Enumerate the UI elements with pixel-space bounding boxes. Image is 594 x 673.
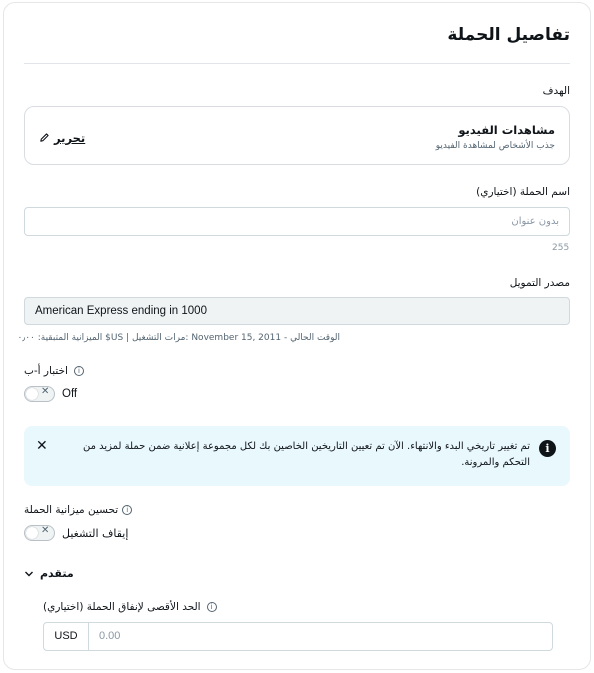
toggle-knob [26, 527, 38, 539]
info-icon[interactable]: i [122, 505, 132, 515]
edit-objective-button[interactable] [39, 128, 85, 147]
spend-cap-input[interactable] [43, 622, 553, 651]
ab-test-toggle-row [24, 386, 77, 402]
ab-test-toggle[interactable] [24, 386, 55, 402]
objective-subtitle: جذب الأشخاص لمشاهدة الفيديو [435, 141, 555, 151]
date-change-alert [24, 426, 570, 486]
budget-optimization-state: إيقاف التشغيل [62, 526, 129, 540]
chevron-down-icon [24, 564, 34, 583]
info-icon[interactable]: i [74, 366, 84, 376]
objective-box [24, 106, 570, 165]
close-icon: ✕ [41, 386, 50, 397]
char-counter: 255 [552, 243, 570, 253]
ab-test-label: اختبار أ-ب [24, 365, 68, 377]
ab-test-header [24, 365, 84, 377]
advanced-toggle[interactable] [24, 564, 74, 583]
budget-optimization-toggle-row [24, 525, 128, 541]
campaign-details-card [3, 2, 591, 670]
spend-cap-header [43, 601, 217, 613]
funding-source-value: American Express ending in 1000 [35, 305, 207, 317]
info-filled-icon: i [539, 440, 556, 457]
budget-optimization-toggle[interactable] [24, 525, 55, 541]
funding-label: مصدر التمويل [509, 277, 570, 289]
alert-text: تم تغيير تاريخي البدء والانتهاء. الآن تم تعيين التاريخين الخاصين بك لكل مجموعة إعلانية ضمن حملة لمزيد من التحكم والمرونة. [82, 441, 530, 468]
pencil-icon [39, 128, 50, 147]
page-title: تفاصيل الحملة [447, 25, 570, 45]
edit-label: تحرير [54, 130, 86, 145]
funding-source-field[interactable] [24, 297, 570, 325]
campaign-name-placeholder: بدون عنوان [511, 216, 559, 227]
budget-optimization-header [24, 504, 132, 516]
campaign-name-label: اسم الحملة (اختياري) [476, 186, 570, 198]
title-divider [24, 63, 570, 64]
advanced-label: متقدم [40, 567, 74, 580]
ab-test-state: Off [62, 388, 78, 400]
info-icon[interactable]: i [207, 602, 217, 612]
objective-label: الهدف [542, 85, 570, 97]
budget-optimization-label: تحسين ميزانية الحملة [24, 504, 119, 516]
close-icon[interactable]: ✕ [36, 438, 48, 454]
currency-code: USD [44, 623, 89, 650]
close-icon: ✕ [41, 525, 50, 536]
toggle-knob [26, 388, 38, 400]
spend-cap-label: الحد الأقصى لإنفاق الحملة (اختياري) [43, 601, 201, 613]
funding-note: الوقت الحالي - November 15, 2011 :مرات التشغيل | US$ الميزانية المتبقية: ٠٫٠٠ [17, 333, 340, 343]
campaign-name-input[interactable] [24, 207, 570, 236]
objective-title: مشاهدات الفيديو [458, 123, 555, 137]
spend-cap-placeholder: 0.00 [99, 630, 121, 642]
